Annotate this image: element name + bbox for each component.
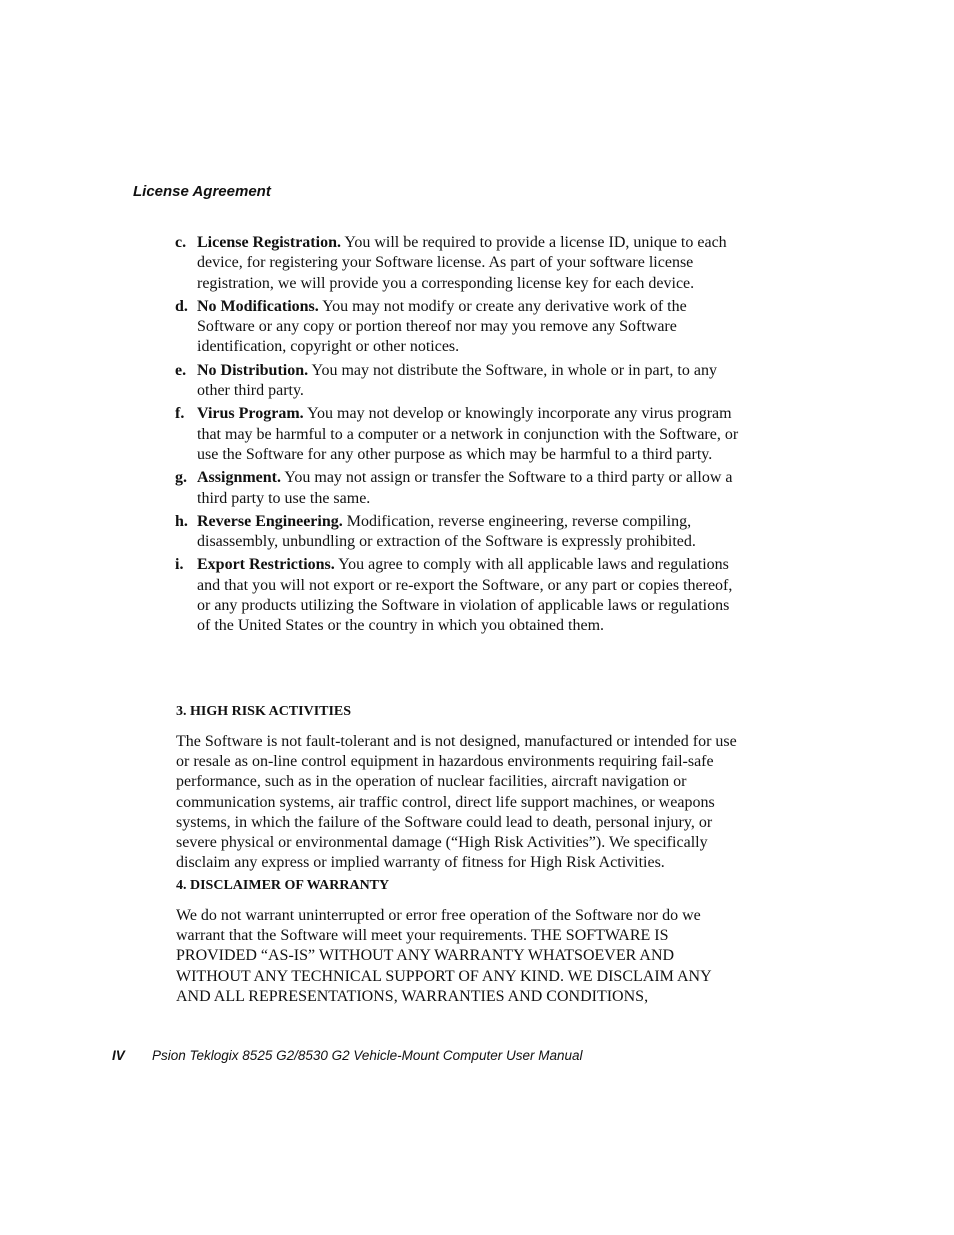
section-body: The Software is not fault-tolerant and is not designed, manufactured or intended for use or resale as on-line control equipment in hazardous environments requiring fail-safe performance, such as in the operation of nuclear facilities, aircraft navigation or communication systems, air traffic control, direct life support machines, or weapons systems, in which the failure of the Software could lead to death, personal injury, or severe physical or environmental damage (“High Risk Activities”). We specifically disclaim any express or implied warranty of fitness for High Risk Activities. [176, 733, 737, 872]
list-item-assignment [175, 468, 741, 509]
item-title: Virus Program. [197, 405, 304, 423]
item-title: License Registration. [197, 234, 341, 251]
item-title: No Modifications. [197, 297, 319, 315]
section-heading: 4. DISCLAIMER OF WARRANTY [176, 878, 390, 893]
running-header: License Agreement [133, 183, 271, 200]
item-text: You may not assign or transfer the Software to a third party or allow a third party to use the same. [197, 469, 733, 507]
section-heading: 3. HIGH RISK ACTIVITIES [176, 704, 352, 719]
list-marker: g. [175, 469, 187, 487]
item-text: You agree to comply with all applicable laws and regulations and that you will not export or re-export the Software, or any part or copies thereof, or any products utilizing the Software in violation of applicable laws or regulations of the United States or the country in which you obtained them. [197, 556, 733, 635]
list-marker: d. [175, 297, 188, 315]
manual-title: Psion Teklogix 8525 G2/8530 G2 Vehicle-Mount Computer User Manual [152, 1048, 583, 1063]
license-terms-list [175, 233, 741, 640]
section-high-risk-activities [176, 703, 742, 873]
section-disclaimer-of-warranty [176, 877, 742, 1007]
item-title: Assignment. [197, 469, 282, 487]
list-marker: h. [175, 512, 188, 530]
list-item-license-registration [175, 233, 741, 294]
page-footer [112, 1047, 582, 1065]
item-text: You may not develop or knowingly incorporate any virus program that may be harmful to a computer or a network in conjunction with the Software, or use the Software for any other purpose as which may be harmful to a third party. [197, 405, 739, 463]
list-item-virus-program [175, 404, 741, 465]
list-marker: i. [175, 556, 184, 574]
list-item-reverse-engineering [175, 512, 741, 553]
item-text: You may not modify or create any derivative work of the Software or any copy or portion thereof nor may you remove any Software identification, copyright or other notices. [197, 297, 687, 356]
list-item-export-restrictions [175, 555, 741, 636]
list-marker: c. [175, 234, 187, 251]
list-marker: e. [175, 361, 187, 379]
item-title: Export Restrictions. [197, 556, 335, 574]
item-title: Reverse Engineering. [197, 512, 343, 530]
section-body: We do not warrant uninterrupted or error free operation of the Software nor do we warrant that the Software will meet your requirements. THE SOFTWARE IS PROVIDED “AS-IS” WITHOUT ANY WARRANTY WHATSOEVER AND WITHOUT ANY TECHNICAL SUPPORT OF ANY KIND. WE DISCLAIM ANY AND ALL REPRESENTATIONS, WARRANTIES AND CONDITIONS, [176, 907, 712, 1005]
list-marker: f. [175, 405, 185, 423]
item-text: You will be required to provide a license ID, unique to each device, for registering your Software license. As part of your software license registration, we will provide you a corresponding license key for each device. [197, 234, 727, 292]
item-text: You may not distribute the Software, in whole or in part, to any other third party. [197, 361, 717, 400]
list-item-no-modifications [175, 297, 741, 358]
item-text: Modification, reverse engineering, reverse compiling, disassembly, unbundling or extraction of the Software is expressly prohibited. [197, 512, 696, 551]
list-item-no-distribution [175, 361, 741, 402]
item-title: No Distribution. [197, 361, 309, 379]
page-number: IV [112, 1048, 125, 1063]
